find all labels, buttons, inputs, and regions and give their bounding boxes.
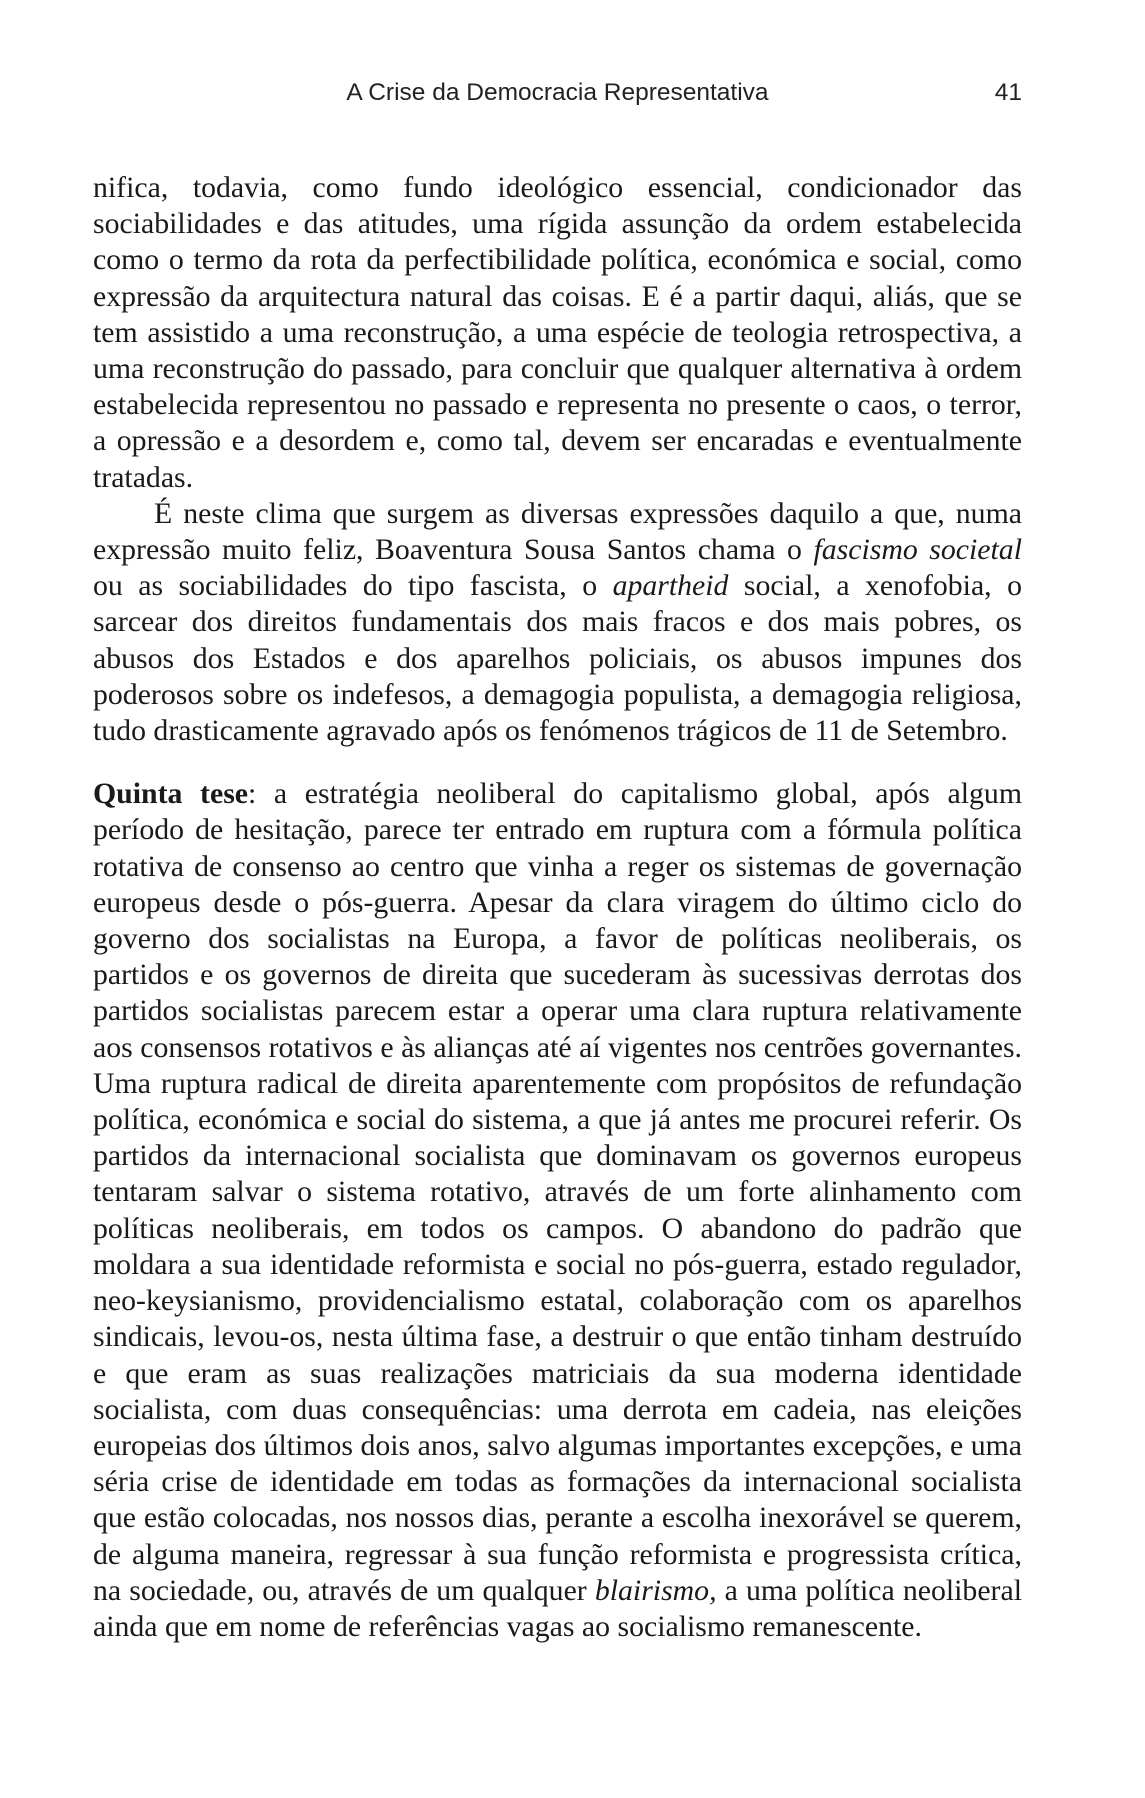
paragraph-continuation (93, 170, 1022, 496)
paragraph-quinta-tese (93, 776, 1022, 1645)
body-text (93, 170, 1022, 1645)
italic-term-apartheid: apartheid (612, 569, 729, 603)
paragraph-text: É neste clima que surgem as diversas expressões daquilo a que, numa expressão muito feliz, Boaventura Sousa Santos chama o (93, 496, 1022, 567)
running-title: A Crise da Democracia Representativa (346, 79, 769, 106)
italic-term-fascismo-societal: fascismo societal (813, 533, 1022, 567)
thesis-heading: Quinta tese (93, 777, 249, 811)
paragraph-text: nifica, todavia, como fundo ideológico essencial, condicionador das sociabilidades e das atitudes, uma rígida assunção da ordem estabelecida como o termo da rota da perfectibilidade política, económica e social, como expressão da arquitectura natural das coisas. E é a partir daqui, aliás, que se tem assistido a uma reconstrução, a uma espécie de teologia retrospectiva, a uma reconstrução do passado, para concluir que qualquer alternativa à ordem estabelecida representou no passado e representa no presente o caos, o terror, a opressão e a desordem e, como tal, devem ser encaradas e eventualmente tratadas. (93, 171, 1022, 494)
paragraph-fascismo-societal (93, 496, 1022, 749)
paragraph-text: : a estratégia neoliberal do capitalismo global, após algum período de hesitação, parece ter entrado em ruptura com a fórmula política rotativa de consenso ao centro que vinha a reger os sistemas de governação europeus desde o pós-guerra. Apesar da clara viragem do último ciclo do governo dos socialistas na Europa, a favor de políticas neoliberais, os partidos e os governos de direita que sucederam às sucessivas derrotas dos partidos socialistas parecem estar a operar uma clara ruptura relativamente aos consensos rotativos e às alianças até aí vigentes nos centrões governantes. Uma ruptura radical de direita aparentemente com propósitos de refundação política, económica e social do sistema, a que já antes me procurei referir. Os partidos da internacional socialista que dominavam os governos europeus tentaram salvar o sistema rotativo, através de um forte alinhamento com políticas neoliberais, em todos os campos. O abandono do padrão que moldara a sua identidade reformista e social no pós-guerra, estado regulador, neo-keysianismo, providencialismo estatal, colaboração com os aparelhos sindicais, levou-os, nesta última fase, a destruir o que então tinham destruído e que eram as suas realizações matriciais da sua moderna identidade socialista, com duas consequências: uma derrota em cadeia, nas eleições europeias dos últimos dois anos, salvo algumas importantes excepções, e uma séria crise de identidade em todas as formações da internacional socialista que estão colocadas, nos nossos dias, perante a escolha inexorável se querem, de alguma maneira, regressar à sua função reformista e progressista crítica, na sociedade, ou, através de um qualquer (93, 777, 1022, 1607)
paragraph-text: ou as sociabilidades do tipo fascista, o (93, 569, 613, 603)
italic-term-blairismo: blairismo, (594, 1573, 717, 1607)
running-header (93, 73, 1022, 113)
page-number: 41 (994, 79, 1022, 106)
paragraph-text: social, a xenofobia, o sarcear dos direitos fundamentais dos mais fracos e dos mais pobres, os abusos dos Estados e dos aparelhos policiais, os abusos impunes dos poderosos sobre os indefesos, a demagogia populista, a demagogia religiosa, tudo drasticamente agravado após os fenómenos trágicos de 11 de Setembro. (93, 569, 1022, 748)
paragraph-text: a uma política neoliberal ainda que em nome de referências vagas ao socialismo remanescente. (93, 1573, 1022, 1643)
